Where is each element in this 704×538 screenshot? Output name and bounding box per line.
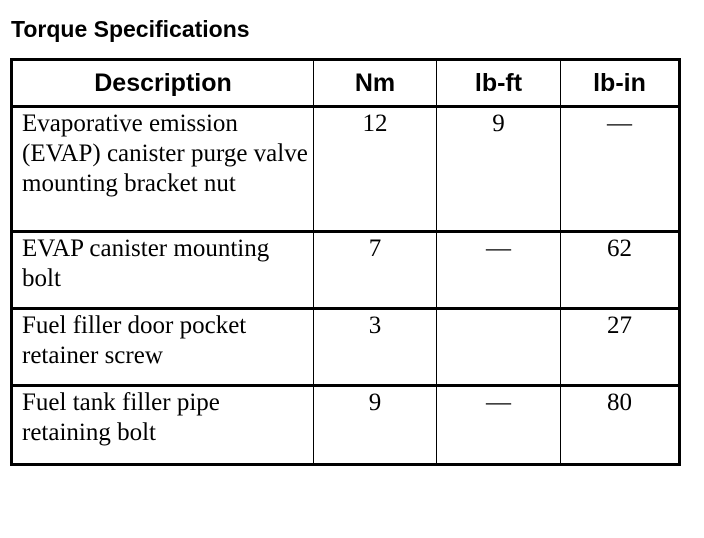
- cell-description: EVAP canister mounting bolt: [12, 232, 314, 309]
- header-description: Description: [12, 60, 314, 107]
- table-row: [12, 309, 680, 386]
- cell-lb-in: 62: [561, 232, 680, 309]
- cell-nm: 9: [314, 386, 437, 465]
- table-row: [12, 107, 680, 232]
- cell-lb-ft: 9: [437, 107, 561, 232]
- cell-description: Fuel tank filler pipe retaining bolt: [12, 386, 314, 465]
- table-header-row: [12, 60, 680, 107]
- cell-lb-in: —: [561, 107, 680, 232]
- torque-spec-table: [10, 58, 681, 466]
- header-lb-in: lb-in: [561, 60, 680, 107]
- cell-nm: 7: [314, 232, 437, 309]
- cell-description: Fuel filler door pocket retainer screw: [12, 309, 314, 386]
- cell-lb-ft: [437, 309, 561, 386]
- cell-lb-in: 27: [561, 309, 680, 386]
- cell-lb-in: 80: [561, 386, 680, 465]
- cell-nm: 3: [314, 309, 437, 386]
- header-nm: Nm: [314, 60, 437, 107]
- table-row: [12, 386, 680, 465]
- table-row: [12, 232, 680, 309]
- page-title: Torque Specifications: [11, 16, 250, 42]
- cell-description: Evaporative emission (EVAP) canister purge valve mounting bracket nut: [12, 107, 314, 232]
- cell-nm: 12: [314, 107, 437, 232]
- cell-lb-ft: —: [437, 232, 561, 309]
- cell-lb-ft: —: [437, 386, 561, 465]
- header-lb-ft: lb-ft: [437, 60, 561, 107]
